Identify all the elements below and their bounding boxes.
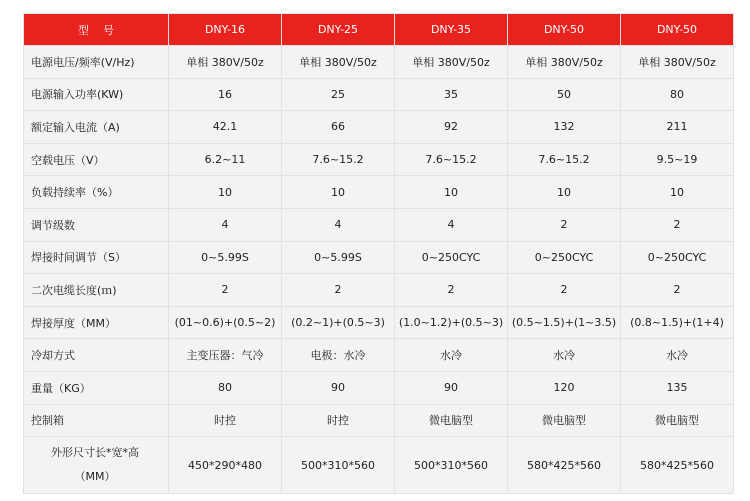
table-cell: 微电脑型	[395, 404, 508, 437]
table-cell: 211	[621, 111, 734, 144]
table-cell: 66	[282, 111, 395, 144]
row-label: 负载持续率（%）	[24, 176, 169, 209]
spec-table-body	[24, 46, 734, 494]
table-cell: 90	[395, 371, 508, 404]
header-model: DNY-35	[395, 14, 508, 46]
table-cell: 2	[282, 274, 395, 307]
table-cell: 主变压器：气冷	[169, 339, 282, 372]
table-cell: (0.5~1.5)+(1~3.5)	[508, 306, 621, 339]
table-cell: 2	[621, 208, 734, 241]
table-cell: 10	[169, 176, 282, 209]
table-cell: 2	[508, 274, 621, 307]
table-cell: 50	[508, 78, 621, 111]
table-cell: 2	[395, 274, 508, 307]
header-model: DNY-50	[621, 14, 734, 46]
row-label: 重量（KG）	[24, 371, 169, 404]
row-label: 额定输入电流（A)	[24, 111, 169, 144]
table-cell: 7.6~15.2	[508, 143, 621, 176]
table-cell: 0~250CYC	[621, 241, 734, 274]
row-label-line: （MM）	[74, 470, 116, 484]
table-cell: 水冷	[621, 339, 734, 372]
row-label: 电源输入功率(KW)	[24, 78, 169, 111]
table-cell: 25	[282, 78, 395, 111]
table-cell: 0~5.99S	[169, 241, 282, 274]
table-cell: 7.6~15.2	[395, 143, 508, 176]
table-cell: 135	[621, 371, 734, 404]
table-cell: 10	[508, 176, 621, 209]
table-row	[24, 339, 734, 372]
table-cell: 16	[169, 78, 282, 111]
table-row	[24, 208, 734, 241]
table-cell: 微电脑型	[508, 404, 621, 437]
row-label-line: 外形尺寸长*宽*高	[51, 446, 139, 460]
table-cell: (01~0.6)+(0.5~2)	[169, 306, 282, 339]
row-label: 焊接时间调节（S）	[24, 241, 169, 274]
table-row	[24, 274, 734, 307]
table-cell: (0.2~1)+(0.5~3)	[282, 306, 395, 339]
header-row	[24, 14, 734, 46]
table-row	[24, 143, 734, 176]
table-cell: 4	[282, 208, 395, 241]
row-label: 电源电压/频率(V/Hz)	[24, 46, 169, 79]
table-cell: 时控	[169, 404, 282, 437]
table-cell: 0~250CYC	[395, 241, 508, 274]
table-cell: 2	[169, 274, 282, 307]
row-label: 二次电缆长度(ｍ)	[24, 274, 169, 307]
table-cell: (1.0~1.2)+(0.5~3)	[395, 306, 508, 339]
table-cell: 42.1	[169, 111, 282, 144]
table-cell: 35	[395, 78, 508, 111]
table-cell: 4	[395, 208, 508, 241]
table-cell: 7.6~15.2	[282, 143, 395, 176]
table-row-dimensions	[24, 437, 734, 494]
table-cell: 500*310*560	[395, 437, 508, 494]
table-cell: 80	[621, 78, 734, 111]
table-cell: 电极：水冷	[282, 339, 395, 372]
table-cell: 2	[508, 208, 621, 241]
table-cell: 500*310*560	[282, 437, 395, 494]
table-cell: 水冷	[508, 339, 621, 372]
table-cell: 80	[169, 371, 282, 404]
header-model: DNY-16	[169, 14, 282, 46]
table-cell: 120	[508, 371, 621, 404]
table-cell: 9.5~19	[621, 143, 734, 176]
table-row	[24, 404, 734, 437]
header-model: DNY-50	[508, 14, 621, 46]
header-model: DNY-25	[282, 14, 395, 46]
table-cell: 单相 380V/50z	[395, 46, 508, 79]
table-cell: 单相 380V/50z	[169, 46, 282, 79]
table-row	[24, 46, 734, 79]
table-cell: 单相 380V/50z	[282, 46, 395, 79]
table-cell: 10	[395, 176, 508, 209]
table-row	[24, 111, 734, 144]
row-label: 焊接厚度（MM）	[24, 306, 169, 339]
table-row	[24, 176, 734, 209]
row-label: 调节级数	[24, 208, 169, 241]
table-cell: 单相 380V/50z	[508, 46, 621, 79]
row-label: 空载电压（V）	[24, 143, 169, 176]
row-label	[24, 437, 169, 494]
table-cell: 450*290*480	[169, 437, 282, 494]
table-cell: 水冷	[395, 339, 508, 372]
table-cell: 2	[621, 274, 734, 307]
table-cell: 90	[282, 371, 395, 404]
spec-table	[23, 13, 734, 494]
table-cell: (0.8~1.5)+(1+4)	[621, 306, 734, 339]
table-cell: 10	[621, 176, 734, 209]
table-row	[24, 78, 734, 111]
table-row	[24, 241, 734, 274]
table-cell: 6.2~11	[169, 143, 282, 176]
table-cell: 4	[169, 208, 282, 241]
header-label: 型号	[24, 14, 169, 46]
table-cell: 580*425*560	[621, 437, 734, 494]
table-cell: 单相 380V/50z	[621, 46, 734, 79]
table-row	[24, 306, 734, 339]
table-cell: 0~5.99S	[282, 241, 395, 274]
table-row	[24, 371, 734, 404]
table-cell: 0~250CYC	[508, 241, 621, 274]
table-cell: 132	[508, 111, 621, 144]
row-label: 冷却方式	[24, 339, 169, 372]
table-cell: 580*425*560	[508, 437, 621, 494]
table-cell: 10	[282, 176, 395, 209]
row-label: 控制箱	[24, 404, 169, 437]
table-cell: 微电脑型	[621, 404, 734, 437]
table-cell: 时控	[282, 404, 395, 437]
table-cell: 92	[395, 111, 508, 144]
